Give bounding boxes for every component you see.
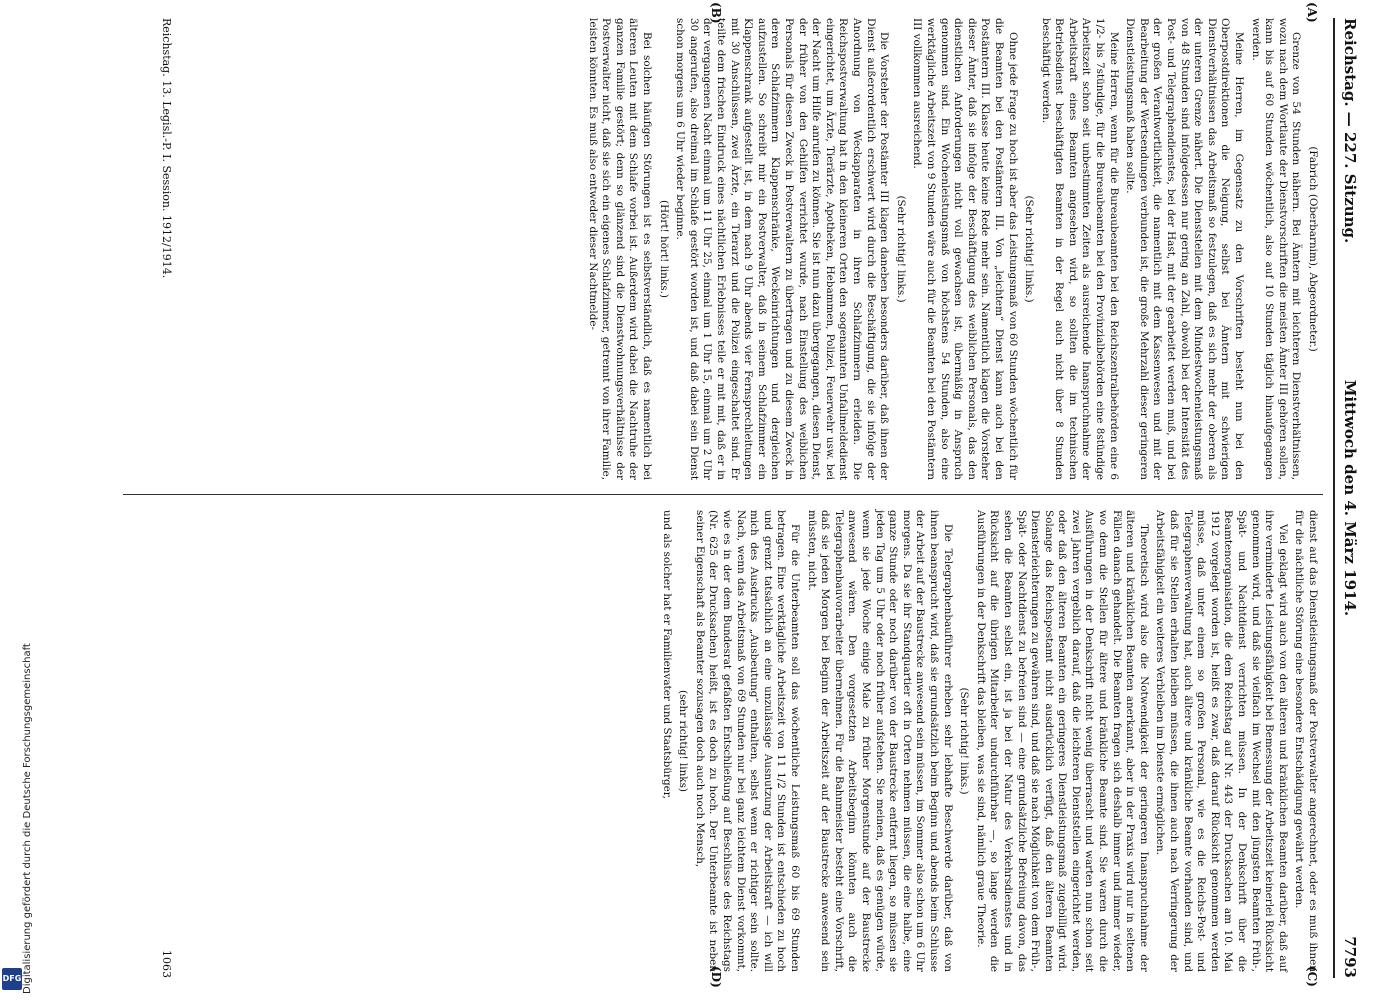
- paragraph: Theoretisch wird also die Notwendigkeit der geringeren Inanspruchnahme der älteren und kränklichen Beamten anerkannt, aber in der Praxis wird nur in seltenen Fällen danach gehandelt. Die Beamten fragen sich deshalb immer und immer wieder, wo denn die Stellen für ältere und kränkliche Beamte sind. Sie waren durch die Ausführungen in der Denkschrift nicht wenig überrascht und warten nun schon seit zwei Jahren vergeblich darauf, daß die leichteren Dienststellen eingerichtet werden, oder daß den älteren Beamten ein geringeres Dienstleistungsmaß zugebilligt wird. Solange das Reichspostamt nicht ausdrücklich verfügt, daß den älteren Beamten Diensterleichterungen zu gewähren sind, und daß sie nach Möglichkeit von dem Früh-, Spät- oder Nachtdienst zu befreien sind — eine grundsätzliche Befreiung davon, das sehen die Beamten selbst ein, ist ja bei der Natur des Verkehrsdienstes und in Rücksicht auf die übrigen Mitarbeiter undurchführbar —, so lange werden die Ausführungen in der Denkschrift das bleiben, was sie sind, nämlich graue Theorie.: [974, 510, 1150, 972]
- paragraph: Für die Unterbeamten soll das wöchentliche Leistungsmaß 60 bis 69 Stunden betragen. Eine werktägliche Arbeitszeit von 11 1/2 Stunden ist entschieden zu hoch und grenzt tatsächlich an eine unzulässige Ausnutzung der Arbeitskraft — ich will mich des Ausdrucks „Ausbeutung“ enthalten, selbst wenn er richtiger sein sollte. Nach, wenn das Arbeitsmaß von 69 Stunden nur bei ganz leichtem Dienst vorkommt, wie es in der dem Bundesrat gefaßten Entschließung auf Beschlüsse des Reichstags (Nr. 625 der Drucksachen) heißt, ist es doch zu hoch. Der Unterbeamte ist neben seiner Eigenschaft als Beamter sozusagen doch auch noch Mensch,: [693, 510, 802, 972]
- paragraph: dienst auf das Dienstleistungsmaß der Postverwalter angerechnet, oder es muß ihnen für die nächtliche Störung eine besondere Entschädigung gewährt werden.: [1293, 510, 1319, 972]
- footer-sheet-number: 1063: [160, 950, 173, 978]
- paragraph: Ohne jede Frage zu hoch ist aber das Leistungsmaß von 60 Stunden wöchentlich für die Beamten bei den Postämtern III. Von „leichtem“ Dienst kann auch bei den Postämtern III. Klasse heute keine Rede mehr sein. Namentlich klagen die Vorsteher dieser Ämter, daß sie infolge der Beschäftigung des weiblichen Personals, das den dienstlichen Anforderungen nicht voll gewachsen ist, übermäßig in Anspruch genommen sind. Ein Wochenleistungsmaß von höchstens 54 Stunden, also eine werktägliche Arbeitszeit von 9 Stunden wäre auch für die Beamten bei den Postämtern III vollkommen ausreichend.: [911, 18, 1019, 480]
- dfg-logo: DFG: [2, 968, 22, 990]
- paragraph: Viel geklagt wird auch von den älteren und kränklichen Beamten darüber, daß auf ihre verminderte Leistungsfähigkeit bei Bemessung der Arbeitszeit keinerlei Rücksicht genommen wird, und daß sie vielfach im Wechsel mit den jüngsten Beamten Früh-, Spät- und Nachtdienst verrichten müssen. In der Denkschrift über die Beamtenorganisation, die dem Reichstag auf Nr. 443 der Drucksachen am 10. Mai 1912 vorgelegt worden ist, heißt es zwar, daß darauf Rücksicht genommen werden müsse, daß unter einem so großen Personal, wie es die Reichs-Post- und Telegraphenverwaltung hat, auch ältere und kränkliche Beamte vorhanden sind, und daß für sie Stellen erhalten bleiben müssen, die ihnen auch nach Verringerung der Arbeitsfähigkeit ein weiteres Verbleiben im Dienste ermöglichen.: [1154, 510, 1289, 972]
- right-column: [656, 510, 1319, 972]
- footer-legislature: Reichstag. 13. Legisl.-P. I. Session. 1912/1914.: [160, 18, 173, 279]
- digitization-credit: Digitalisierung gefördert durch die Deutsche Forschungsgemeinschaft: [22, 643, 33, 994]
- interjection: (sehr richtig! links): [677, 690, 690, 792]
- newspaper-page: [63, 2, 1363, 988]
- interjection: (Sehr richtig! links.): [958, 687, 971, 795]
- interjection: (Sehr richtig! links.): [894, 195, 907, 303]
- paragraph: und als solcher hat er Familienvater und Staatsbürger,: [660, 510, 673, 799]
- header-rule: [1333, 18, 1335, 978]
- column-divider: [123, 494, 1323, 495]
- marker-c: (C): [1305, 966, 1319, 987]
- page-number: 7793: [1341, 936, 1359, 978]
- marker-b: (B): [709, 2, 723, 24]
- header-session: Reichstag. — 227. Sitzung.: [1341, 18, 1359, 244]
- paragraph: Grenze von 54 Stunden nähern. Bei Ämtern mit leichteren Dienstverhältnissen, wozu nach dem Wortlaute der Dienstvorschriften die meisten Ämter III gehören sollen, kann bis auf 60 Stunden wöchentlich, also auf 10 Stunden täglich hinaufgegangen werden.: [1249, 18, 1303, 480]
- marker-d: (D): [709, 966, 723, 988]
- paragraph: Die Vorsteher der Postämter III klagen daneben besonders darüber, daß ihnen der Dienst außerordentlich erschwert wird durch die Beschäftigung, die sie infolge der Anordnung von Weckapparaten in ihren Schlafzimmern erleiden. Die Reichspostverwaltung hat in den kleineren Orten den sogenannten Unfallmeldedienst eingerichtet, um Ärzte, Tierärzte, Apotheken, Hebammen, Polizei, Feuerwehr usw. bei der Nacht um Hilfe anrufen zu können. Sie ist nun dazu übergegangen, diesen Dienst, der früher von den Gehilfen verrichtet wurde, nach Einstellung des weiblichen Personals für diesen Zweck in Postverwaltern zu übertragen und zu diesem Zweck in deren Schlafzimmern Klappenschränke, Weckeinrichtungen und dergleichen aufzustellen. So schreibt mir ein Postverwalter, daß in seinem Schlafzimmer ein Klappenschrank aufgestellt ist, in dem nach 9 Uhr abends vier Fernsprechleitungen mit 30 Anschlüssen, zwei Ärzte, ein Tierarzt und die Polizei eingeschaltet sind. Er teilte dem frischen Eindruck eines nächtlichen Erlebnisses teile er mit mit, daß er in der vergangenen Nacht einmal um 11 Uhr 25, einmal um 1 Uhr 15, einmal um 2 Uhr 30 angerufen, also dreimal im Schlafe gestört worden ist, und daß dabei sein Dienst schon morgens um 6 Uhr wieder beginne.: [674, 18, 891, 480]
- marker-a: (A): [1305, 2, 1319, 23]
- left-column: [582, 18, 1319, 480]
- header-date: Mittwoch den 4. März 1914.: [1341, 379, 1359, 617]
- interjection: (Sehr richtig! links.): [1023, 195, 1036, 303]
- running-header: [1331, 18, 1363, 978]
- paragraph: Bei solchen häufigen Störungen ist es selbstverständlich, daß es namentlich bei älteren Leuten mit dem Schlafe vorbei ist. Außerdem wird dabei die Nachtruhe der ganzen Familie gestört; denn so glänzend sind die Dienstwohnungsverhältnisse der Postverwalter nicht, daß sie sich ein eigenes Schlafzimmer, getrennt von ihrer Familie, leisten könnten. Es muß also entweder dieser Nachtmelde-: [586, 18, 654, 480]
- paragraph: Meine Herren, wenn für die Bureaubeamten bei den Reichszentralbehörden eine 6 1/2- bis 7stündige, für die Bureaubeamten bei den Provinzialbehörden eine 8stündige Arbeitszeit schon seit unbestimmten Zeiten als ausreichende Inanspruchnahme der Arbeitskraft eines Beamten angesehen wird, so sollten die im technischen Betriebsdienst beschäftigten Beamten in der Regel auch nicht über 8 Stunden beschäftigt werden.: [1039, 18, 1120, 480]
- paragraph: Meine Herren, im Gegensatz zu den Vorschriften besteht nun bei den Oberpostdirektionen die Neigung, selbst bei Ämtern mit schwierigen Dienstverhältnissen das Arbeitsmaß so festzulegen, daß es sich mehr der oberen als der unteren Grenze nähert. Die Dienststellen mit dem Mindestwochenleistungsmaß von 48 Stunden sind infolgedessen nur gering an Zahl, obwohl bei der Intensität des Post- und Telegraphendienstes, bei der Hast, mit der gearbeitet werden muß, und bei der großen Verantwortlichkeit, die namentlich mit dem Kassenwesen und mit der Bearbeitung der Wertsendungen verbunden ist, die große Mehrzahl dieser geringeren Dienstleistungsmaß haben sollte.: [1124, 18, 1246, 480]
- paragraph: Die Telegraphenbauführer erheben sehr lebhafte Beschwerde darüber, daß von ihnen beansprucht wird, daß sie grundsätzlich beim Beginn und abends beim Schlusse der Arbeit auf der Baustrecke anwesend sein müssen, im Sommer also schon um 6 Uhr morgens. Da sie ihr Standquartier oft in Orten nehmen müssen, die eine halbe, eine ganze Stunde oder noch darüber von der Baustrecke entfernt liegen, so müssen sie jeden Tag um 5 Uhr oder noch früher aufstehen. Sie meinen, daß es genügen würde, wenn sie jede Woche einige Male zu früher Morgenstunde auf der Baustrecke anwesend wären. Den vorgesetzten Arbeitsbeginn könnten auch die Telegraphenbauvorarbeiter übernehmen. Für die Bahnmeister besteht eine Vorschrift, daß sie jeden Morgen bei Beginn der Arbeitszeit auf der Baustrecke anwesend sein müssten, nicht.: [805, 510, 954, 972]
- speaker-line: (Fabrich (Oberbarnim), Abgeordneter.): [1307, 146, 1319, 352]
- interjection: (Hört! hört! links.): [657, 200, 670, 298]
